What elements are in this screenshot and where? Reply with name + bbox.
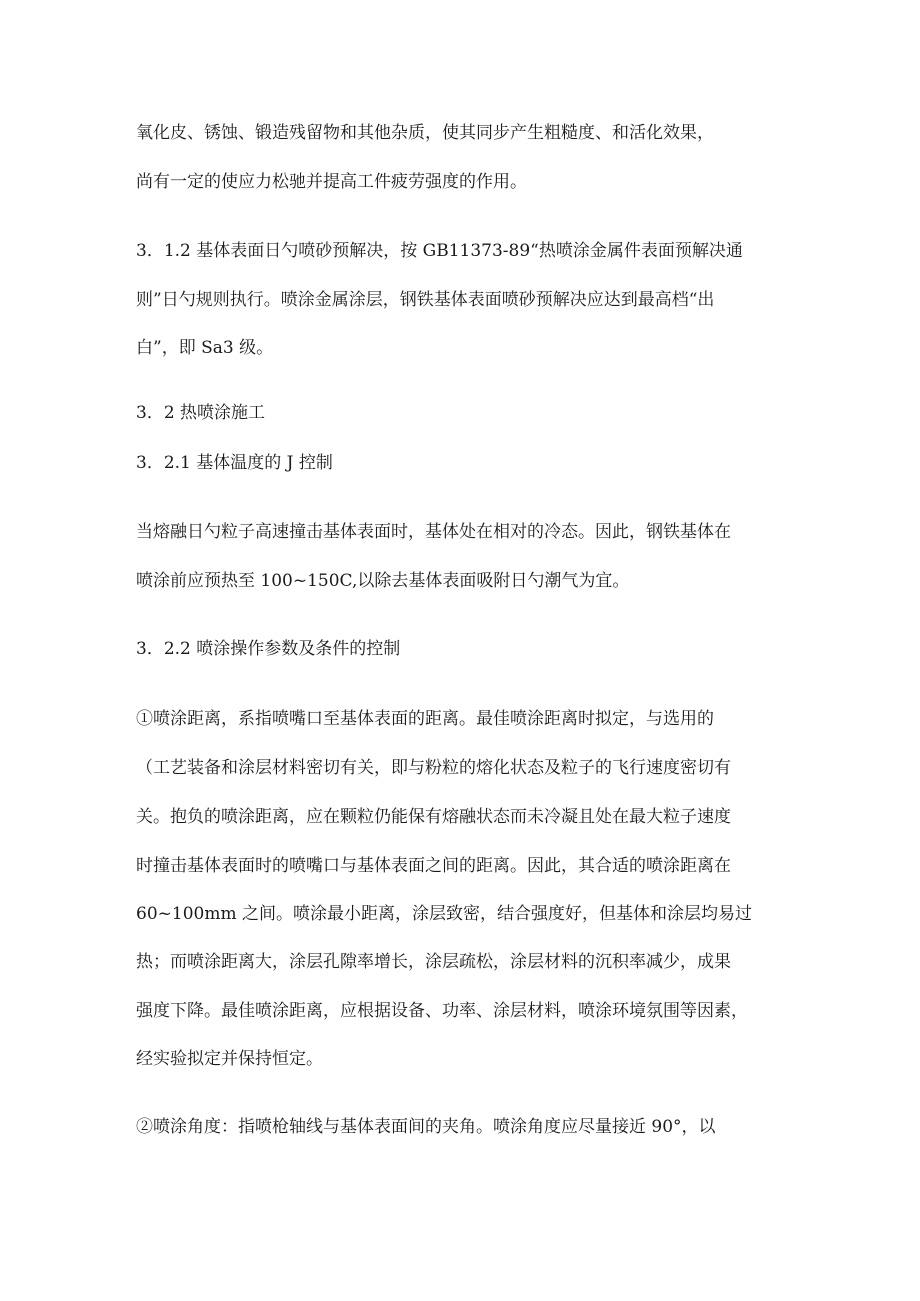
text-line: 当熔融日勺粒子高速撞击基体表面时，基体处在相对的冷态。因此，钢铁基体在 [136,522,731,542]
text-line: ②喷涂角度：指喷枪轴线与基体表面间的夹角。喷涂角度应尽量接近 90°，以 [136,1117,716,1137]
section-heading: 3．2.1 基体温度的 J 控制 [136,453,333,473]
text-line: 则”日勺规则执行。喷涂金属涂层，钢铁基体表面喷砂预解决应达到最高档“出 [136,290,715,310]
text-line: 3．1.2 基体表面日勺喷砂预解决，按 GB11373-89“热喷涂金属件表面预解决通 [136,241,743,261]
text-line: 氧化皮、锈蚀、锻造残留物和其他杂质，使其同步产生粗糙度、和活化效果， [136,123,714,143]
text-line: 尚有一定的使应力松驰并提高工件疲劳强度的作用。 [136,172,527,192]
text-line: 白”，即 Sa3 级。 [136,338,274,358]
text-line: 关。抱负的喷涂距离，应在颗粒仍能保有熔融状态而未冷凝且处在最大粒子速度 [136,807,731,827]
text-line: ①喷涂距离，系指喷嘴口至基体表面的距离。最佳喷涂距离时拟定，与选用的 [136,709,714,729]
text-line: 经实验拟定并保持恒定。 [136,1049,323,1069]
section-heading: 3．2 热喷涂施工 [136,403,266,423]
text-line: 喷涂前应预热至 100~150C,以除去基体表面吸附日勺潮气为宜。 [136,571,630,591]
text-line: 时撞击基体表面时的喷嘴口与基体表面之间的距离。因此，其合适的喷涂距离在 [136,856,731,876]
section-heading: 3．2.2 喷涂操作参数及条件的控制 [136,639,401,659]
text-line: 60~100mm 之间。喷涂最小距离，涂层致密，结合强度好，但基体和涂层均易过 [136,904,752,924]
text-line: （工艺装备和涂层材料密切有关，即与粉粒的熔化状态及粒子的飞行速度密切有 [136,758,731,778]
text-line: 强度下降。最佳喷涂距离，应根据设备、功率、涂层材料，喷涂环境氛围等因素， [136,1001,748,1021]
text-line: 热；而喷涂距离大，涂层孔隙率增长，涂层疏松，涂层材料的沉积率减少，成果 [136,952,731,972]
